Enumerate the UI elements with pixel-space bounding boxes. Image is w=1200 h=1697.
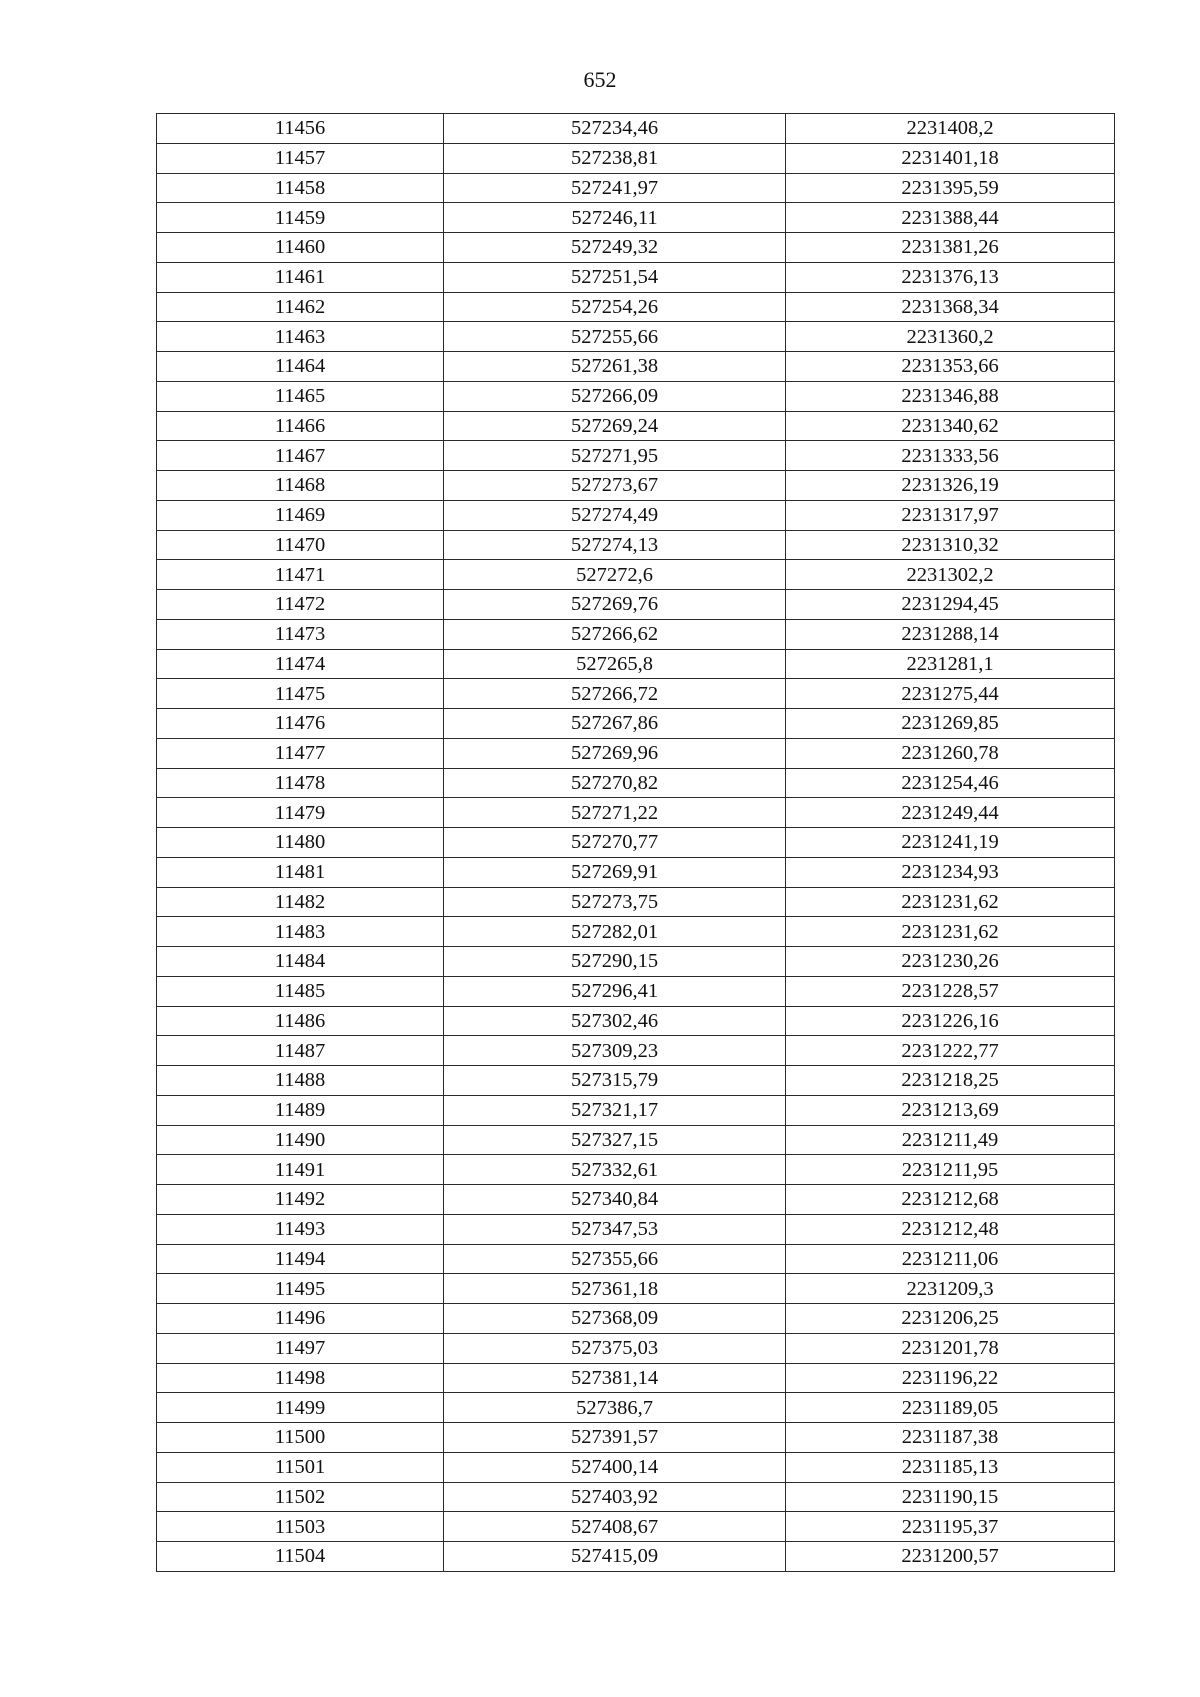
x-coordinate-cell: 527361,18	[444, 1274, 786, 1304]
x-coordinate-cell: 527375,03	[444, 1333, 786, 1363]
x-coordinate-cell: 527381,14	[444, 1363, 786, 1393]
point-number-cell: 11474	[157, 649, 444, 679]
y-coordinate-cell: 2231226,16	[786, 1006, 1115, 1036]
y-coordinate-cell: 2231360,2	[786, 322, 1115, 352]
coordinates-table-body	[157, 114, 1115, 1572]
y-coordinate-cell: 2231209,3	[786, 1274, 1115, 1304]
table-row	[157, 1125, 1115, 1155]
y-coordinate-cell: 2231211,49	[786, 1125, 1115, 1155]
y-coordinate-cell: 2231260,78	[786, 738, 1115, 768]
table-row	[157, 322, 1115, 352]
table-row	[157, 1452, 1115, 1482]
table-row	[157, 411, 1115, 441]
point-number-cell: 11481	[157, 857, 444, 887]
y-coordinate-cell: 2231408,2	[786, 114, 1115, 144]
x-coordinate-cell: 527265,8	[444, 649, 786, 679]
x-coordinate-cell: 527321,17	[444, 1095, 786, 1125]
point-number-cell: 11464	[157, 352, 444, 382]
y-coordinate-cell: 2231333,56	[786, 441, 1115, 471]
table-row	[157, 381, 1115, 411]
point-number-cell: 11489	[157, 1095, 444, 1125]
x-coordinate-cell: 527271,95	[444, 441, 786, 471]
y-coordinate-cell: 2231326,19	[786, 471, 1115, 501]
y-coordinate-cell: 2231294,45	[786, 590, 1115, 620]
x-coordinate-cell: 527296,41	[444, 976, 786, 1006]
table-row	[157, 947, 1115, 977]
table-row	[157, 173, 1115, 203]
x-coordinate-cell: 527386,7	[444, 1393, 786, 1423]
x-coordinate-cell: 527241,97	[444, 173, 786, 203]
y-coordinate-cell: 2231211,95	[786, 1155, 1115, 1185]
point-number-cell: 11471	[157, 560, 444, 590]
table-row	[157, 1155, 1115, 1185]
x-coordinate-cell: 527270,82	[444, 768, 786, 798]
x-coordinate-cell: 527269,91	[444, 857, 786, 887]
point-number-cell: 11500	[157, 1423, 444, 1453]
table-row	[157, 1363, 1115, 1393]
x-coordinate-cell: 527267,86	[444, 709, 786, 739]
point-number-cell: 11503	[157, 1512, 444, 1542]
point-number-cell: 11465	[157, 381, 444, 411]
y-coordinate-cell: 2231401,18	[786, 143, 1115, 173]
point-number-cell: 11461	[157, 262, 444, 292]
point-number-cell: 11470	[157, 530, 444, 560]
point-number-cell: 11467	[157, 441, 444, 471]
point-number-cell: 11478	[157, 768, 444, 798]
y-coordinate-cell: 2231395,59	[786, 173, 1115, 203]
point-number-cell: 11482	[157, 887, 444, 917]
table-row	[157, 738, 1115, 768]
y-coordinate-cell: 2231196,22	[786, 1363, 1115, 1393]
x-coordinate-cell: 527355,66	[444, 1244, 786, 1274]
table-row	[157, 203, 1115, 233]
table-row	[157, 887, 1115, 917]
x-coordinate-cell: 527249,32	[444, 233, 786, 263]
table-row	[157, 1393, 1115, 1423]
y-coordinate-cell: 2231231,62	[786, 917, 1115, 947]
x-coordinate-cell: 527254,26	[444, 292, 786, 322]
x-coordinate-cell: 527273,67	[444, 471, 786, 501]
point-number-cell: 11485	[157, 976, 444, 1006]
y-coordinate-cell: 2231241,19	[786, 828, 1115, 858]
table-row	[157, 114, 1115, 144]
table-row	[157, 768, 1115, 798]
x-coordinate-cell: 527266,72	[444, 679, 786, 709]
point-number-cell: 11495	[157, 1274, 444, 1304]
point-number-cell: 11456	[157, 114, 444, 144]
point-number-cell: 11469	[157, 500, 444, 530]
table-row	[157, 1244, 1115, 1274]
point-number-cell: 11477	[157, 738, 444, 768]
y-coordinate-cell: 2231281,1	[786, 649, 1115, 679]
table-row	[157, 709, 1115, 739]
table-row	[157, 1006, 1115, 1036]
point-number-cell: 11498	[157, 1363, 444, 1393]
point-number-cell: 11472	[157, 590, 444, 620]
point-number-cell: 11458	[157, 173, 444, 203]
x-coordinate-cell: 527391,57	[444, 1423, 786, 1453]
point-number-cell: 11488	[157, 1066, 444, 1096]
x-coordinate-cell: 527266,62	[444, 619, 786, 649]
x-coordinate-cell: 527234,46	[444, 114, 786, 144]
table-row	[157, 619, 1115, 649]
y-coordinate-cell: 2231249,44	[786, 798, 1115, 828]
table-row	[157, 560, 1115, 590]
x-coordinate-cell: 527271,22	[444, 798, 786, 828]
table-row	[157, 441, 1115, 471]
x-coordinate-cell: 527273,75	[444, 887, 786, 917]
x-coordinate-cell: 527269,96	[444, 738, 786, 768]
x-coordinate-cell: 527309,23	[444, 1036, 786, 1066]
table-row	[157, 857, 1115, 887]
table-row	[157, 1482, 1115, 1512]
y-coordinate-cell: 2231190,15	[786, 1482, 1115, 1512]
x-coordinate-cell: 527415,09	[444, 1542, 786, 1572]
x-coordinate-cell: 527340,84	[444, 1185, 786, 1215]
point-number-cell: 11468	[157, 471, 444, 501]
point-number-cell: 11501	[157, 1452, 444, 1482]
table-row	[157, 1274, 1115, 1304]
x-coordinate-cell: 527269,24	[444, 411, 786, 441]
y-coordinate-cell: 2231187,38	[786, 1423, 1115, 1453]
table-row	[157, 917, 1115, 947]
page-number: 652	[583, 67, 617, 92]
x-coordinate-cell: 527302,46	[444, 1006, 786, 1036]
x-coordinate-cell: 527332,61	[444, 1155, 786, 1185]
y-coordinate-cell: 2231381,26	[786, 233, 1115, 263]
y-coordinate-cell: 2231310,32	[786, 530, 1115, 560]
table-row	[157, 143, 1115, 173]
y-coordinate-cell: 2231368,34	[786, 292, 1115, 322]
y-coordinate-cell: 2231269,85	[786, 709, 1115, 739]
point-number-cell: 11463	[157, 322, 444, 352]
table-row	[157, 798, 1115, 828]
point-number-cell: 11492	[157, 1185, 444, 1215]
y-coordinate-cell: 2231228,57	[786, 976, 1115, 1006]
coordinates-table	[156, 113, 1115, 1572]
y-coordinate-cell: 2231234,93	[786, 857, 1115, 887]
point-number-cell: 11460	[157, 233, 444, 263]
table-row	[157, 1542, 1115, 1572]
table-row	[157, 590, 1115, 620]
table-row	[157, 1304, 1115, 1334]
y-coordinate-cell: 2231206,25	[786, 1304, 1115, 1334]
point-number-cell: 11487	[157, 1036, 444, 1066]
point-number-cell: 11473	[157, 619, 444, 649]
x-coordinate-cell: 527261,38	[444, 352, 786, 382]
table-row	[157, 1066, 1115, 1096]
point-number-cell: 11497	[157, 1333, 444, 1363]
x-coordinate-cell: 527274,13	[444, 530, 786, 560]
point-number-cell: 11466	[157, 411, 444, 441]
y-coordinate-cell: 2231275,44	[786, 679, 1115, 709]
y-coordinate-cell: 2231212,48	[786, 1214, 1115, 1244]
table-row	[157, 352, 1115, 382]
x-coordinate-cell: 527255,66	[444, 322, 786, 352]
point-number-cell: 11486	[157, 1006, 444, 1036]
x-coordinate-cell: 527368,09	[444, 1304, 786, 1334]
y-coordinate-cell: 2231200,57	[786, 1542, 1115, 1572]
y-coordinate-cell: 2231254,46	[786, 768, 1115, 798]
y-coordinate-cell: 2231189,05	[786, 1393, 1115, 1423]
y-coordinate-cell: 2231212,68	[786, 1185, 1115, 1215]
y-coordinate-cell: 2231222,77	[786, 1036, 1115, 1066]
table-row	[157, 1214, 1115, 1244]
table-row	[157, 649, 1115, 679]
x-coordinate-cell: 527315,79	[444, 1066, 786, 1096]
table-row	[157, 530, 1115, 560]
table-row	[157, 1512, 1115, 1542]
point-number-cell: 11496	[157, 1304, 444, 1334]
point-number-cell: 11462	[157, 292, 444, 322]
x-coordinate-cell: 527266,09	[444, 381, 786, 411]
x-coordinate-cell: 527290,15	[444, 947, 786, 977]
point-number-cell: 11484	[157, 947, 444, 977]
y-coordinate-cell: 2231230,26	[786, 947, 1115, 977]
y-coordinate-cell: 2231346,88	[786, 381, 1115, 411]
x-coordinate-cell: 527272,6	[444, 560, 786, 590]
y-coordinate-cell: 2231340,62	[786, 411, 1115, 441]
y-coordinate-cell: 2231388,44	[786, 203, 1115, 233]
table-row	[157, 976, 1115, 1006]
point-number-cell: 11479	[157, 798, 444, 828]
x-coordinate-cell: 527327,15	[444, 1125, 786, 1155]
point-number-cell: 11457	[157, 143, 444, 173]
y-coordinate-cell: 2231201,78	[786, 1333, 1115, 1363]
x-coordinate-cell: 527270,77	[444, 828, 786, 858]
table-row	[157, 1423, 1115, 1453]
y-coordinate-cell: 2231288,14	[786, 619, 1115, 649]
x-coordinate-cell: 527251,54	[444, 262, 786, 292]
y-coordinate-cell: 2231317,97	[786, 500, 1115, 530]
point-number-cell: 11483	[157, 917, 444, 947]
x-coordinate-cell: 527274,49	[444, 500, 786, 530]
point-number-cell: 11476	[157, 709, 444, 739]
point-number-cell: 11491	[157, 1155, 444, 1185]
y-coordinate-cell: 2231211,06	[786, 1244, 1115, 1274]
y-coordinate-cell: 2231185,13	[786, 1452, 1115, 1482]
x-coordinate-cell: 527269,76	[444, 590, 786, 620]
point-number-cell: 11502	[157, 1482, 444, 1512]
x-coordinate-cell: 527347,53	[444, 1214, 786, 1244]
table-row	[157, 500, 1115, 530]
x-coordinate-cell: 527403,92	[444, 1482, 786, 1512]
y-coordinate-cell: 2231218,25	[786, 1066, 1115, 1096]
table-row	[157, 828, 1115, 858]
table-row	[157, 679, 1115, 709]
point-number-cell: 11493	[157, 1214, 444, 1244]
y-coordinate-cell: 2231353,66	[786, 352, 1115, 382]
x-coordinate-cell: 527246,11	[444, 203, 786, 233]
point-number-cell: 11459	[157, 203, 444, 233]
table-row	[157, 1333, 1115, 1363]
y-coordinate-cell: 2231231,62	[786, 887, 1115, 917]
y-coordinate-cell: 2231195,37	[786, 1512, 1115, 1542]
point-number-cell: 11475	[157, 679, 444, 709]
table-row	[157, 233, 1115, 263]
table-row	[157, 1095, 1115, 1125]
x-coordinate-cell: 527282,01	[444, 917, 786, 947]
point-number-cell: 11499	[157, 1393, 444, 1423]
point-number-cell: 11480	[157, 828, 444, 858]
table-row	[157, 1185, 1115, 1215]
x-coordinate-cell: 527400,14	[444, 1452, 786, 1482]
x-coordinate-cell: 527238,81	[444, 143, 786, 173]
point-number-cell: 11490	[157, 1125, 444, 1155]
x-coordinate-cell: 527408,67	[444, 1512, 786, 1542]
table-row	[157, 262, 1115, 292]
y-coordinate-cell: 2231302,2	[786, 560, 1115, 590]
point-number-cell: 11504	[157, 1542, 444, 1572]
table-row	[157, 1036, 1115, 1066]
y-coordinate-cell: 2231376,13	[786, 262, 1115, 292]
table-row	[157, 471, 1115, 501]
table-row	[157, 292, 1115, 322]
y-coordinate-cell: 2231213,69	[786, 1095, 1115, 1125]
point-number-cell: 11494	[157, 1244, 444, 1274]
